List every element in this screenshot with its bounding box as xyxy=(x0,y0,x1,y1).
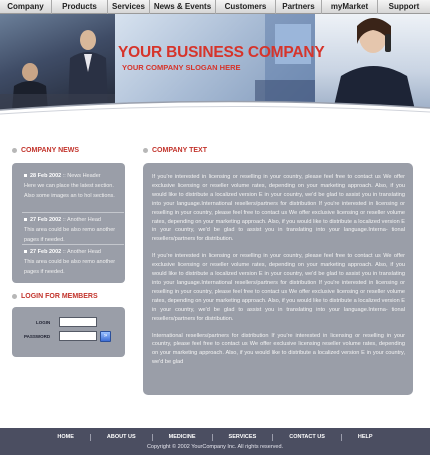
square-bullet-icon xyxy=(24,174,27,177)
news-body: This area could be also remo another pages if needed. xyxy=(24,259,116,275)
company-text-panel xyxy=(143,163,413,395)
nav-services[interactable]: Services xyxy=(108,0,150,14)
bullet-icon xyxy=(12,148,17,153)
news-date: 27 Feb 2002 xyxy=(30,249,62,255)
bullet-icon xyxy=(12,294,17,299)
footer-link-about-us[interactable]: ABOUT US xyxy=(91,434,153,441)
nav-partners[interactable]: Partners xyxy=(276,0,322,14)
login-panel xyxy=(12,307,125,357)
password-input[interactable] xyxy=(59,331,97,341)
news-date: 27 Feb 2002 xyxy=(30,217,62,223)
header-banner xyxy=(0,14,430,126)
meeting-photo xyxy=(0,14,115,110)
news-item[interactable] xyxy=(24,215,120,245)
nav-company[interactable]: Company xyxy=(0,0,52,14)
footer-links xyxy=(0,434,430,441)
header-wave xyxy=(0,98,430,126)
square-bullet-icon xyxy=(24,250,27,253)
nav-support[interactable]: Support xyxy=(388,2,420,11)
news-divider xyxy=(22,244,124,245)
company-slogan: YOUR COMPANY SLOGAN HERE xyxy=(122,63,241,72)
news-item[interactable] xyxy=(24,247,120,277)
company-news-heading xyxy=(12,147,79,154)
news-title: :: Another Head xyxy=(62,217,101,223)
copyright-text: Copyright © 2002 YourCompany Inc. All rights reserved. xyxy=(146,444,284,450)
login-label: LOGIN xyxy=(36,320,51,325)
company-news-title: COMPANY NEWS xyxy=(21,147,80,154)
company-text-paragraph: International resellers/partners for distribution If you're interested in licensing or reselling in your country, please feel free to contact us We offer exclusive licensing reseller volume rates, depending on your marketing approach. Also, if you would like to distribute a localized version E in your country, we'd be glad xyxy=(152,332,405,366)
footer-link-medicine[interactable]: MEDICINE xyxy=(153,434,213,441)
company-text-heading xyxy=(143,147,207,154)
footer-link-contact-us[interactable]: CONTACT US xyxy=(273,434,342,441)
login-input[interactable] xyxy=(59,317,97,327)
news-body: This area could be also remo another pages if needed. xyxy=(24,227,116,243)
company-text-paragraph: If you're interested in licensing or reselling in your country, please feel free to contact us We offer exclusive licensing or reseller volume rates, depending on your marketing approach. Also, if you would like to distribute a localized version E in your country, we'd be glad to assist you in translating into your language.International resellers/partners for distribution If you're interested in licensing or reselling in your country, please feel free to contact us We offer exclusive licensing or reseller volume rates, depending on your marketing approach. Also, if you would like to distribute a localized version E in your country, we'd be glad to assist you in translating into your language.Interna- tional resellers/partners for distribution. xyxy=(152,253,405,322)
company-text-title: COMPANY TEXT xyxy=(152,147,207,154)
nav-news-events[interactable]: News & Events xyxy=(150,0,216,14)
top-nav xyxy=(0,0,430,14)
nav-customers[interactable]: Customers xyxy=(216,0,276,14)
news-divider xyxy=(22,212,124,213)
nav-products[interactable]: Products xyxy=(52,0,108,14)
bullet-icon xyxy=(143,148,148,153)
company-name: YOUR BUSINESS COMPANY xyxy=(118,44,325,61)
office-photo xyxy=(115,14,315,110)
news-body: Here we can place the latest section. Also some images an to hol sections. xyxy=(24,183,115,199)
news-date: 28 Feb 2002 xyxy=(30,173,62,179)
login-submit-button[interactable]: » xyxy=(100,331,111,342)
news-title: :: Another Head xyxy=(62,249,101,255)
footer-link-home[interactable]: HOME xyxy=(41,434,91,441)
footer-link-services[interactable]: SERVICES xyxy=(213,434,274,441)
login-title: LOGIN FOR MEMBERS xyxy=(21,293,98,300)
square-bullet-icon xyxy=(24,218,27,221)
phone-woman-photo xyxy=(315,14,430,110)
login-heading xyxy=(12,293,98,300)
password-label: PASSWORD xyxy=(24,334,51,339)
nav-mymarket[interactable]: myMarket xyxy=(322,0,378,14)
footer-link-help[interactable]: HELP xyxy=(357,434,373,440)
company-news-panel xyxy=(12,163,125,283)
company-text-paragraph: If you're interested in licensing or reselling in your country, please feel free to contact us We offer exclusive licensing or reseller volume rates, depending on your marketing approach. Also, if you would like to distribute a localized version E in your country, we'd be glad to assist you in translating into your language.International resellers/partners for distribution If you're interested in licensing or reselling in your country, please feel free to contact us We offer exclusive licensing or reseller volume rates, depending on your marketing approach. Also, if you would like to distribute a localized version E in your country, we'd be glad to assist you in translating into your language.Interna- tional resellers/partners for distribution. xyxy=(152,174,405,243)
news-item[interactable] xyxy=(24,171,120,201)
footer xyxy=(0,428,430,455)
news-title: :: News Header xyxy=(62,173,101,179)
